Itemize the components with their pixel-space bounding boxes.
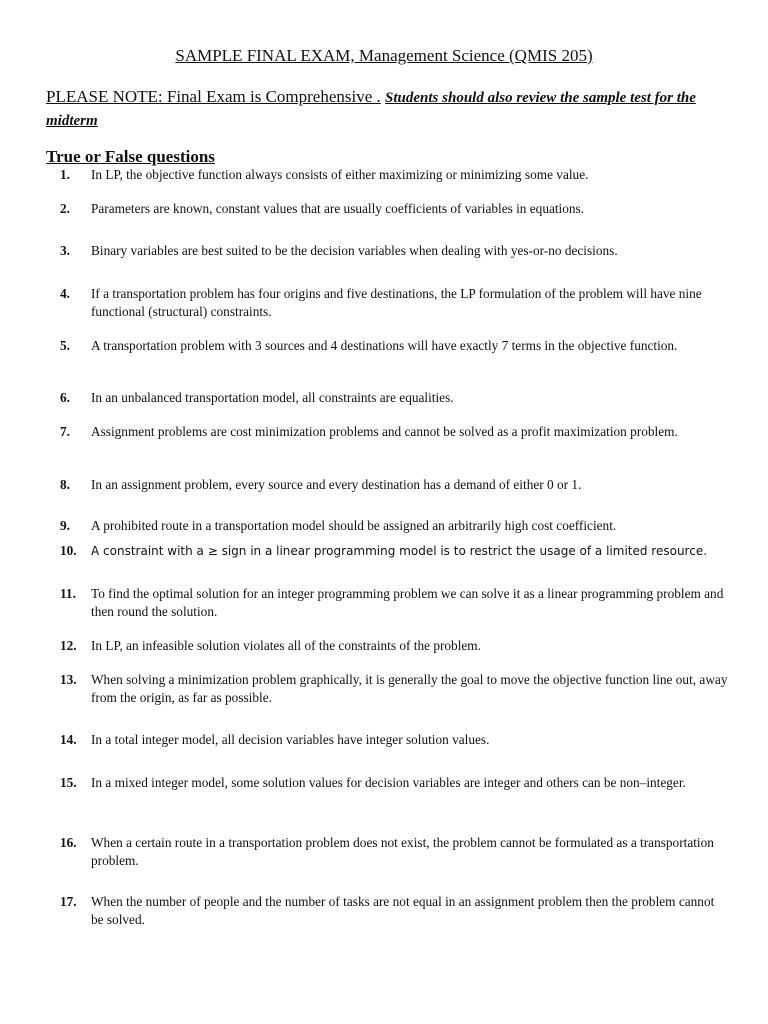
question-text: When solving a minimization problem graphically, it is generally the goal to move the objective function line out, away from the origin, as far as possible.: [91, 672, 728, 705]
question-number: 8.: [60, 477, 70, 492]
question-item: [60, 731, 728, 749]
question-text: In a total integer model, all decision variables have integer solution values.: [91, 732, 490, 747]
note-emphasis: Students should also review the sample test for the midterm: [46, 90, 696, 129]
page-title: SAMPLE FINAL EXAM, Management Science (QMIS 205): [175, 46, 593, 65]
question-text: If a transportation problem has four origins and five destinations, the LP formulation of the problem will have nine functional (structural) constraints.: [91, 286, 702, 319]
question-text: In LP, the objective function always consists of either maximizing or minimizing some value.: [91, 167, 589, 182]
question-item: [60, 517, 728, 535]
question-item: [60, 166, 728, 184]
question-item: [60, 774, 728, 792]
question-text: A transportation problem with 3 sources and 4 destinations will have exactly 7 terms in the objective function.: [91, 338, 678, 353]
question-number: 15.: [60, 775, 77, 790]
question-item: [60, 200, 728, 218]
note-lead: PLEASE NOTE: Final Exam is Comprehensive .: [46, 87, 381, 106]
question-text: Parameters are known, constant values that are usually coefficients of variables in equations.: [91, 201, 585, 216]
question-number: 4.: [60, 286, 70, 301]
question-text: In LP, an infeasible solution violates all of the constraints of the problem.: [91, 638, 481, 653]
question-item: [60, 893, 728, 929]
question-text: When a certain route in a transportation problem does not exist, the problem cannot be formulated as a transportation problem.: [91, 835, 714, 868]
question-number: 7.: [60, 424, 70, 439]
question-text: In a mixed integer model, some solution values for decision variables are integer and others can be non–integer.: [91, 775, 686, 790]
question-text: A prohibited route in a transportation model should be assigned an arbitrarily high cost coefficient.: [91, 518, 617, 533]
question-number: 14.: [60, 732, 77, 747]
section-heading: True or False questions: [46, 147, 215, 166]
question-number: 17.: [60, 894, 77, 909]
question-item: [60, 423, 728, 441]
question-item: [60, 834, 728, 870]
question-number: 12.: [60, 638, 77, 653]
question-number: 16.: [60, 835, 77, 850]
question-text: In an unbalanced transportation model, all constraints are equalities.: [91, 390, 454, 405]
question-number: 6.: [60, 390, 70, 405]
question-number: 2.: [60, 201, 70, 216]
exam-note: [46, 86, 726, 132]
question-number: 5.: [60, 338, 70, 353]
question-number: 1.: [60, 167, 70, 182]
question-text: Assignment problems are cost minimization problems and cannot be solved as a profit maximization problem.: [91, 424, 678, 439]
question-item: [60, 585, 728, 621]
question-text: When the number of people and the number of tasks are not equal in an assignment problem then the problem cannot be solved.: [91, 894, 715, 927]
question-number: 9.: [60, 518, 70, 533]
question-item: [60, 637, 728, 655]
question-item: [60, 242, 728, 260]
question-number: 10.: [60, 543, 77, 558]
question-text: Binary variables are best suited to be the decision variables when dealing with yes-or-no decisions.: [91, 243, 618, 258]
question-item: [60, 389, 728, 407]
question-text: In an assignment problem, every source and every destination has a demand of either 0 or 1.: [91, 477, 582, 492]
question-item: [60, 542, 728, 560]
question-item: [60, 476, 728, 494]
question-number: 13.: [60, 672, 77, 687]
question-number: 11.: [60, 586, 76, 601]
question-number: 3.: [60, 243, 70, 258]
question-item: [60, 285, 728, 321]
question-item: [60, 671, 728, 707]
question-text: A constraint with a ≥ sign in a linear programming model is to restrict the usage of a limited resource.: [91, 544, 708, 558]
question-item: [60, 337, 728, 355]
question-text: To find the optimal solution for an integer programming problem we can solve it as a linear programming problem and then round the solution.: [91, 586, 724, 619]
